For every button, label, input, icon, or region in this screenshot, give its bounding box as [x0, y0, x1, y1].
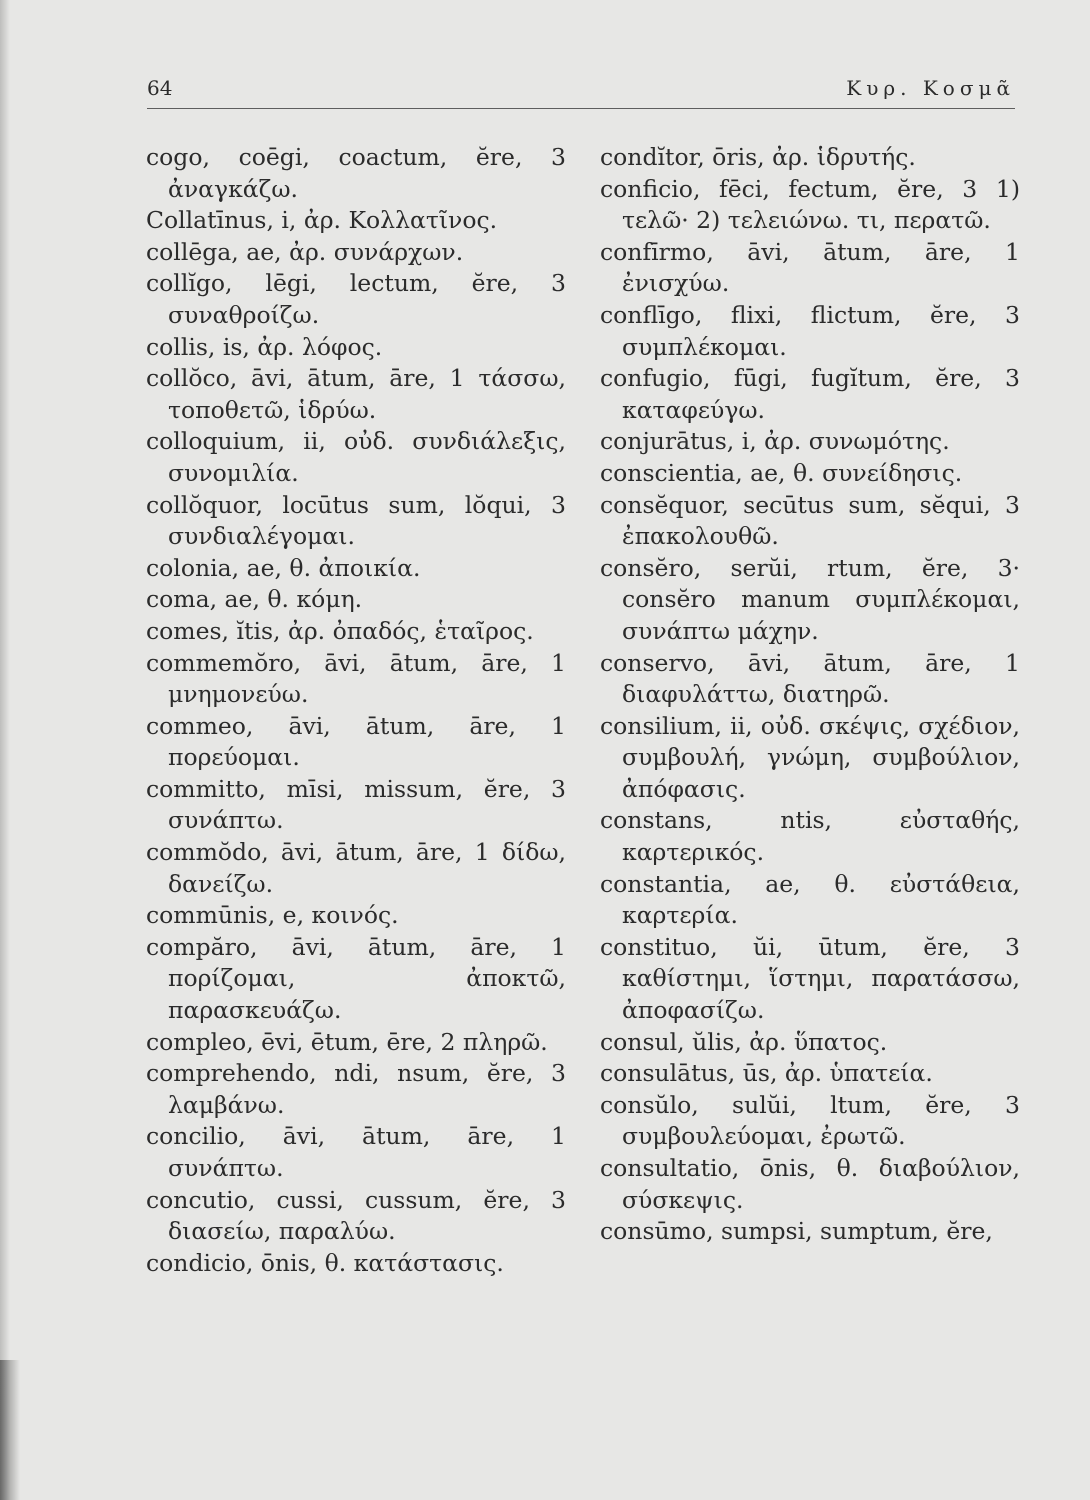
dictionary-entry: conservo, āvi, ātum, āre, 1 διαφυλάττω, διατηρῶ.: [600, 648, 1020, 709]
dictionary-entry: commŏdo, āvi, ātum, āre, 1 δίδω, δανείζω.: [146, 838, 566, 898]
running-head: Κυρ. Κοσμᾶ: [846, 76, 1015, 100]
dictionary-entry: conflīgo, flixi, flictum, ĕre, 3 συμπλέκομαι.: [600, 300, 1020, 361]
dictionary-entry: condĭtor, ōris, ἀρ. ἱδρυτής.: [600, 143, 916, 171]
dictionary-entry: concilio, āvi, ātum, āre, 1 συνάπτω.: [146, 1122, 566, 1182]
page-header: [147, 74, 1015, 109]
dictionary-entry: colonia, ae, θ. ἀποικία.: [146, 553, 421, 582]
page-edge-shadow-bottom: [0, 1360, 20, 1500]
dictionary-entry: commūnis, e, κοινός.: [146, 901, 399, 930]
dictionary-entry: collis, is, ἀρ. λόφος.: [146, 332, 383, 361]
dictionary-entry: compăro, āvi, ātum, āre, 1 πορίζομαι, ἀποκτῶ, παρασκευάζω.: [146, 932, 566, 1025]
dictionary-entry: collŏco, āvi, ātum, āre, 1 τάσσω, τοποθετῶ, ἱδρύω.: [146, 364, 566, 424]
dictionary-columns: [146, 142, 1020, 1412]
dictionary-entry: Collatīnus, i, ἀρ. Κολλατῖνος.: [146, 206, 498, 235]
dictionary-entry: colloquium, ii, οὐδ. συνδιάλεξις, συνομιλία.: [146, 427, 566, 487]
dictionary-entry: consĕro, serŭi, rtum, ĕre, 3· consĕro manum συμπλέκομαι, συνάπτω μάχην.: [600, 553, 1020, 645]
dictionary-entry: concutio, cussi, cussum, ĕre, 3 διασείω, παραλύω.: [146, 1185, 566, 1246]
dictionary-entry: conjurātus, i, ἀρ. συνωμότης.: [600, 427, 950, 456]
dictionary-entry: confīrmo, āvi, ātum, āre, 1 ἐνισχύω.: [600, 237, 1020, 298]
dictionary-entry: committo, mīsi, missum, ĕre, 3 συνάπτω.: [146, 774, 566, 835]
right-column: [600, 142, 1020, 1412]
dictionary-entry: coma, ae, θ. κόμη.: [146, 585, 363, 614]
dictionary-entry: confugio, fūgi, fugĭtum, ĕre, 3 καταφεύγω.: [600, 364, 1020, 424]
dictionary-entry: condicio, ōnis, θ. κατάστασις.: [146, 1248, 504, 1277]
dictionary-entry: consūmo, sumpsi, sumptum, ĕre,: [600, 1217, 993, 1246]
dictionary-entry: consŭlo, sulŭi, ltum, ĕre, 3 συμβουλεύομαι, ἐρωτῶ.: [600, 1090, 1020, 1151]
page-edge-shadow: [0, 0, 10, 1500]
dictionary-entry: cogo, coēgi, coactum, ĕre, 3 ἀναγκάζω.: [146, 143, 566, 203]
dictionary-entry: compleo, ēvi, ētum, ēre, 2 πληρῶ.: [146, 1027, 548, 1056]
dictionary-entry: consultatio, ōnis, θ. διαβούλιον, σύσκεψις.: [600, 1154, 1020, 1214]
dictionary-entry: collĭgo, lēgi, lectum, ĕre, 3 συναθροίζω.: [146, 269, 566, 329]
dictionary-entry: constituo, ŭi, ūtum, ĕre, 3 καθίστημι, ἵστημι, παρατάσσω, ἀποφασίζω.: [600, 932, 1020, 1025]
dictionary-entry: collŏquor, locūtus sum, lŏqui, 3 συνδιαλέγομαι.: [146, 490, 566, 551]
dictionary-entry: comes, ĭtis, ἀρ. ὀπαδός, ἑταῖρος.: [146, 616, 534, 645]
dictionary-entry: comprehendo, ndi, nsum, ĕre, 3 λαμβάνω.: [146, 1059, 566, 1119]
dictionary-entry: collēga, ae, ἀρ. συνάρχων.: [146, 237, 464, 266]
dictionary-entry: consul, ŭlis, ἀρ. ὕπατος.: [600, 1027, 888, 1056]
left-column: [146, 142, 566, 1412]
dictionary-entry: commeo, āvi, ātum, āre, 1 πορεύομαι.: [146, 711, 566, 772]
dictionary-entry: constantia, ae, θ. εὐστάθεια, καρτερία.: [600, 869, 1020, 930]
dictionary-entry: consilium, ii, οὐδ. σκέψις, σχέδιον, συμβουλή, γνώμη, συμβούλιον, ἀπόφασις.: [600, 711, 1020, 803]
dictionary-entry: consulātus, ūs, ἀρ. ὑπατεία.: [600, 1059, 933, 1088]
page-number: 64: [147, 76, 173, 100]
dictionary-entry: conscientia, ae, θ. συνείδησις.: [600, 458, 963, 487]
dictionary-entry: conficio, fēci, fectum, ĕre, 3 1) τελῶ· 2) τελειώνω. τι, περατῶ.: [600, 174, 1020, 235]
dictionary-entry: constans, ntis, εὐσταθής, καρτερικός.: [600, 806, 1020, 867]
dictionary-entry: consĕquor, secūtus sum, sĕqui, 3 ἐπακολουθῶ.: [600, 490, 1020, 551]
dictionary-entry: commemŏro, āvi, ātum, āre, 1 μνημονεύω.: [146, 648, 566, 709]
